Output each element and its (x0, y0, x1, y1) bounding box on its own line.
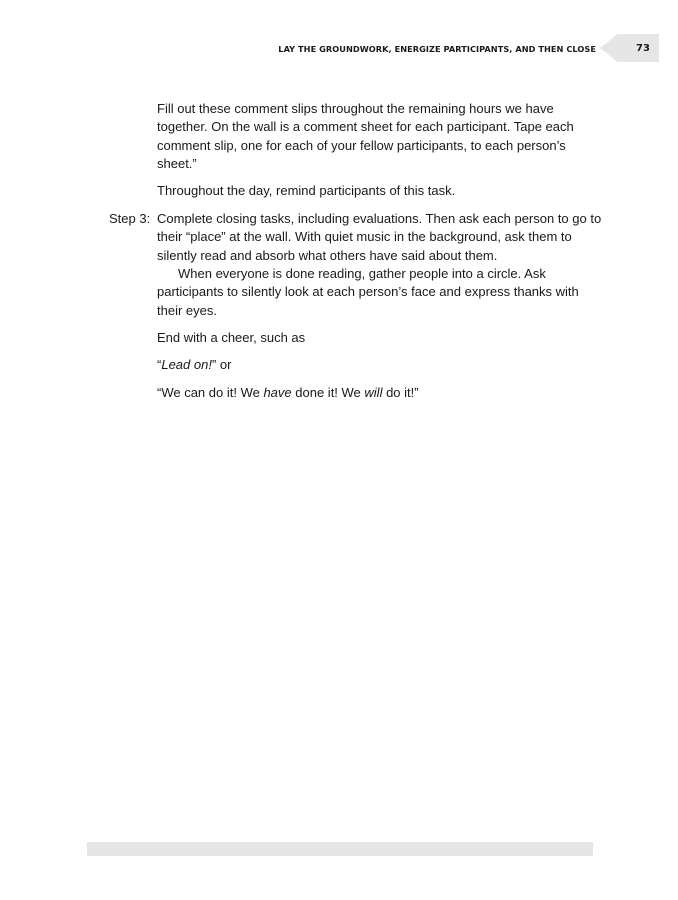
cheer-lead-on-emphasis: Lead on! (161, 357, 212, 372)
footer-rule (87, 842, 593, 856)
cheer-part-3: do it!” (382, 385, 419, 400)
paragraph-remind: Throughout the day, remind participants of this task. (157, 183, 456, 198)
page-number: 73 (636, 43, 650, 54)
paragraph-circle: When everyone is done reading, gather people into a circle. Ask participants to silently look at each person’s face and express thanks with their eyes. (157, 266, 579, 318)
cheer-lead-on-open-quote: “ (157, 357, 162, 372)
cheer-part-2: done it! We (291, 385, 365, 400)
cheer-lead-on-close: ” or (211, 357, 232, 372)
cheer-we-can-do-it (157, 384, 602, 402)
step-3-label: Step 3: (109, 211, 151, 226)
running-header-title: LAY THE GROUNDWORK, ENERGIZE PARTICIPANTS, AND THEN CLOSE (278, 44, 596, 54)
cheer-emphasis-have: have (263, 385, 292, 400)
step-3-text: Complete closing tasks, including evaluations. Then ask each person to go to their “place” at the wall. With quiet music in the background, ask them to silently read and absorb what others have said about them. (157, 211, 602, 263)
cheer-part-1: “We can do it! We (157, 385, 264, 400)
cheer-lead-on (157, 356, 602, 374)
paragraph-cheer-intro: End with a cheer, such as (157, 330, 306, 345)
cheer-emphasis-will: will (364, 385, 383, 400)
paragraph-comment-slips: Fill out these comment slips throughout the remaining hours we have together. On the wall is a comment sheet for each participant. Tape each comment slip, one for each of your fellow participants, to each person’s sheet.” (157, 101, 574, 171)
